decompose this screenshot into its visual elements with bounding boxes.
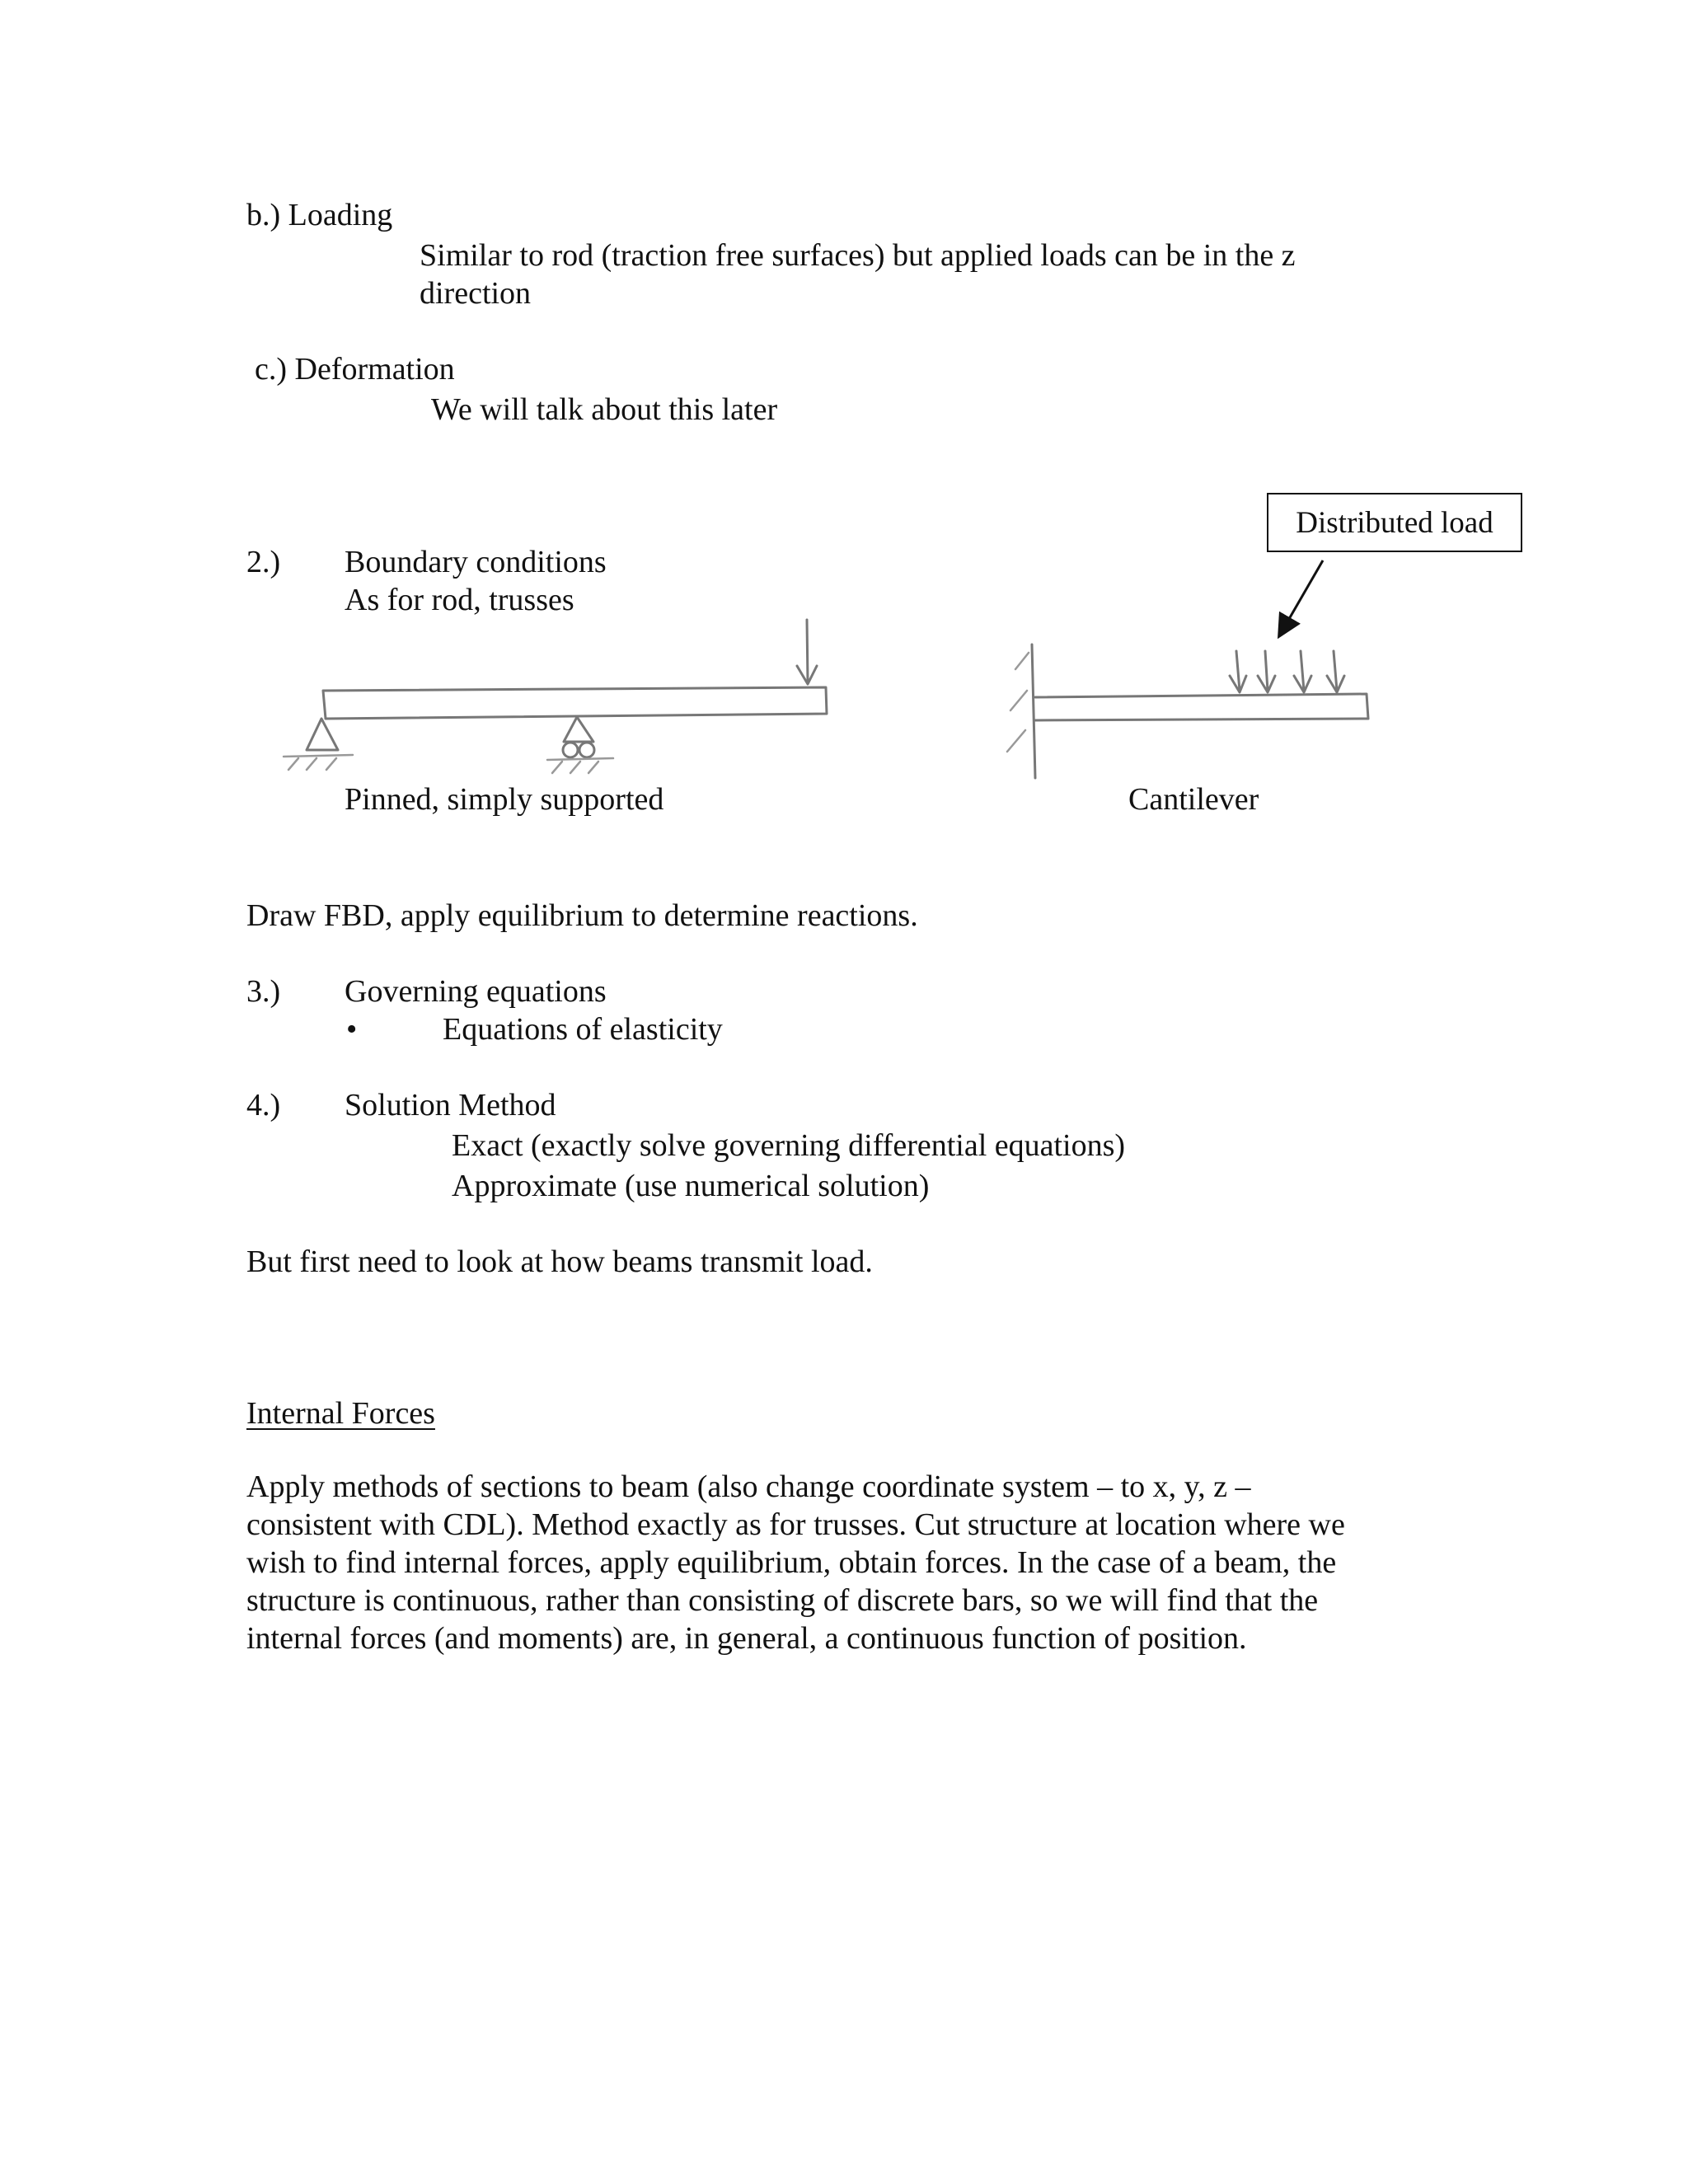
internal-forces-heading: Internal Forces (246, 1396, 435, 1431)
governing-heading: Governing equations (345, 974, 607, 1009)
governing-number: 3.) (246, 974, 281, 1009)
paragraph-line: Apply methods of sections to beam (also change coordinate system – to x, y, z – (246, 1469, 1251, 1504)
solution-number: 4.) (246, 1088, 281, 1122)
paragraph-line: internal forces (and moments) are, in general, a continuous function of position. (246, 1621, 1247, 1656)
caption-pinned: Pinned, simply supported (345, 782, 664, 817)
loading-line-2: direction (420, 276, 532, 311)
solution-heading: Solution Method (345, 1088, 556, 1122)
solution-line-1: Exact (exactly solve governing differential equations) (452, 1128, 1126, 1163)
deformation-line-1: We will talk about this later (431, 392, 778, 427)
internal-forces-paragraph (246, 1468, 1483, 1657)
paragraph-line: wish to find internal forces, apply equilibrium, obtain forces. In the case of a beam, the (246, 1545, 1337, 1580)
callout-arrow (1280, 560, 1323, 635)
boundary-subtext: As for rod, trusses (345, 583, 574, 617)
loading-heading: b.) Loading (246, 198, 393, 232)
deformation-heading: c.) Deformation (255, 352, 455, 387)
solution-line-2: Approximate (use numerical solution) (452, 1169, 930, 1203)
loading-line-1: Similar to rod (traction free surfaces) but applied loads can be in the z (420, 238, 1296, 273)
cantilever-beam-sketch (1007, 644, 1368, 778)
boundary-number: 2.) (246, 545, 281, 579)
simply-supported-beam-sketch (284, 620, 827, 773)
governing-bullet-text: Equations of elasticity (443, 1012, 723, 1047)
governing-bullet: • (346, 1012, 358, 1047)
transmit-load-line: But first need to look at how beams transmit load. (246, 1244, 873, 1279)
paragraph-line: consistent with CDL). Method exactly as for trusses. Cut structure at location where we (246, 1507, 1345, 1542)
caption-cantilever: Cantilever (1128, 782, 1259, 817)
fbd-instruction: Draw FBD, apply equilibrium to determine reactions. (246, 898, 918, 933)
distributed-load-label: Distributed load (1296, 505, 1493, 540)
paragraph-line: structure is continuous, rather than consisting of discrete bars, so we will find that the (246, 1583, 1319, 1618)
boundary-heading: Boundary conditions (345, 545, 607, 579)
